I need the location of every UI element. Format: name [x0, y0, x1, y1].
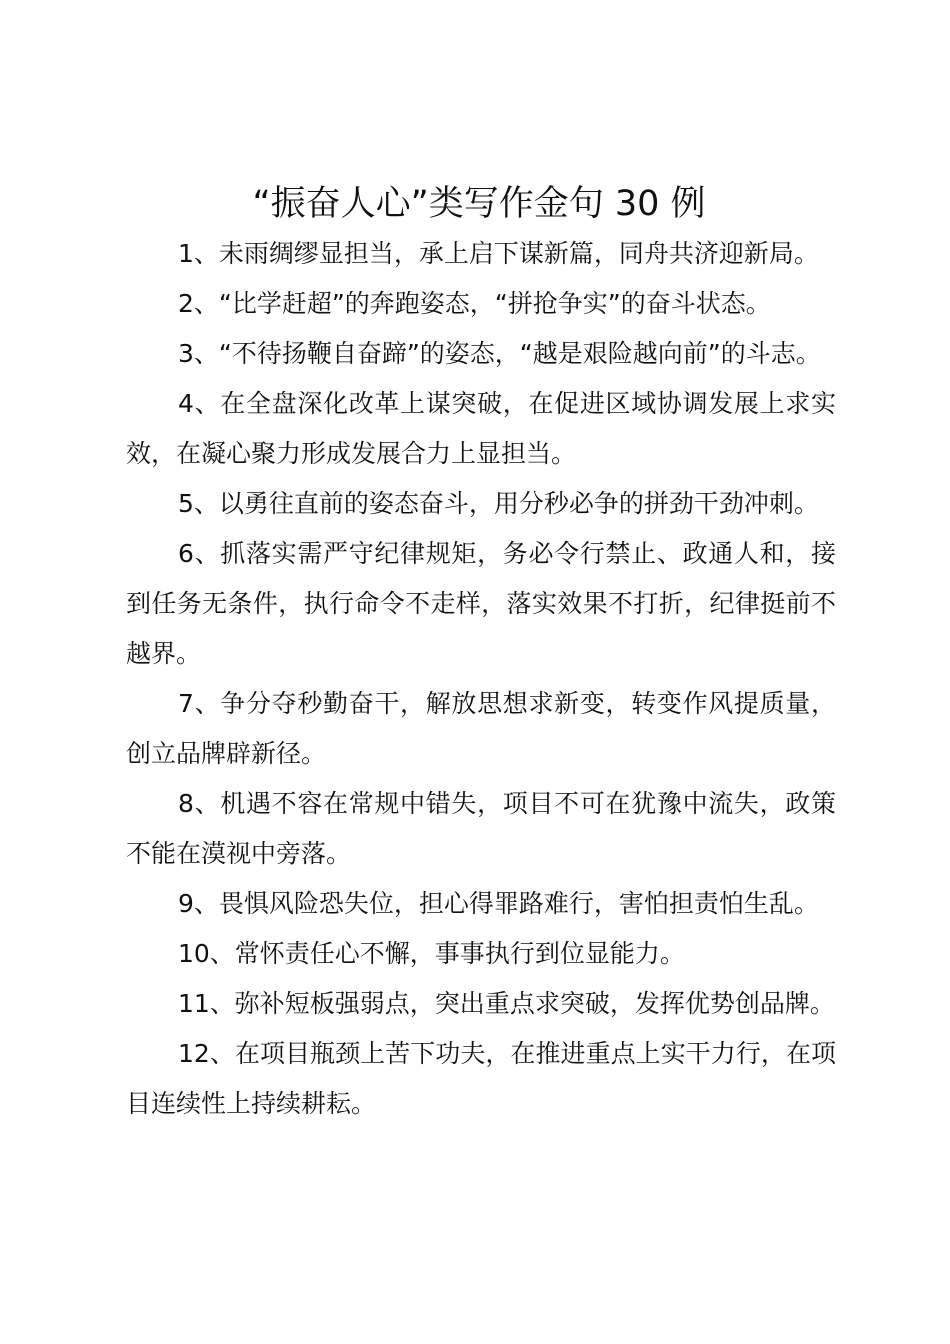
- paragraph-6: 6、抓落实需严守纪律规矩，务必令行禁止、政通人和，接到任务无条件，执行命令不走样，落实效果不打折，纪律挺前不越界。: [126, 539, 836, 668]
- paragraph-3: 3、“不待扬鞭自奋蹄”的姿态，“越是艰险越向前”的斗志。: [178, 339, 821, 368]
- paragraph-4: 4、在全盘深化改革上谋突破，在促进区域协调发展上求实效，在凝心聚力形成发展合力上显担当。: [126, 389, 836, 468]
- paragraph-1: 1、未雨绸缪显担当，承上启下谋新篇，同舟共济迎新局。: [178, 239, 819, 268]
- paragraph-2: 2、“比学赶超”的奔跑姿态，“拼抢争实”的奋斗状态。: [178, 289, 771, 318]
- paragraph-12: 12、在项目瓶颈上苦下功夫，在推进重点上实干力行，在项目连续性上持续耕耘。: [126, 1039, 836, 1118]
- paragraph-9: 9、畏惧风险恐失位，担心得罪路难行，害怕担责怕生乱。: [178, 889, 819, 918]
- paragraph-8: 8、机遇不容在常规中错失，项目不可在犹豫中流失，政策不能在漠视中旁落。: [126, 789, 836, 868]
- paragraph-7: 7、争分夺秒勤奋干，解放思想求新变，转变作风提质量，创立品牌辟新径。: [126, 689, 836, 768]
- document-title: “振奋人心”类写作金句 30 例: [252, 184, 706, 224]
- paragraph-11: 11、弥补短板强弱点，突出重点求突破，发挥优势创品牌。: [178, 989, 835, 1018]
- paragraph-10: 10、常怀责任心不懈，事事执行到位显能力。: [178, 939, 685, 968]
- document-body: [126, 229, 836, 1129]
- paragraph-5: 5、以勇往直前的姿态奋斗，用分秒必争的拼劲干劲冲刺。: [178, 489, 819, 518]
